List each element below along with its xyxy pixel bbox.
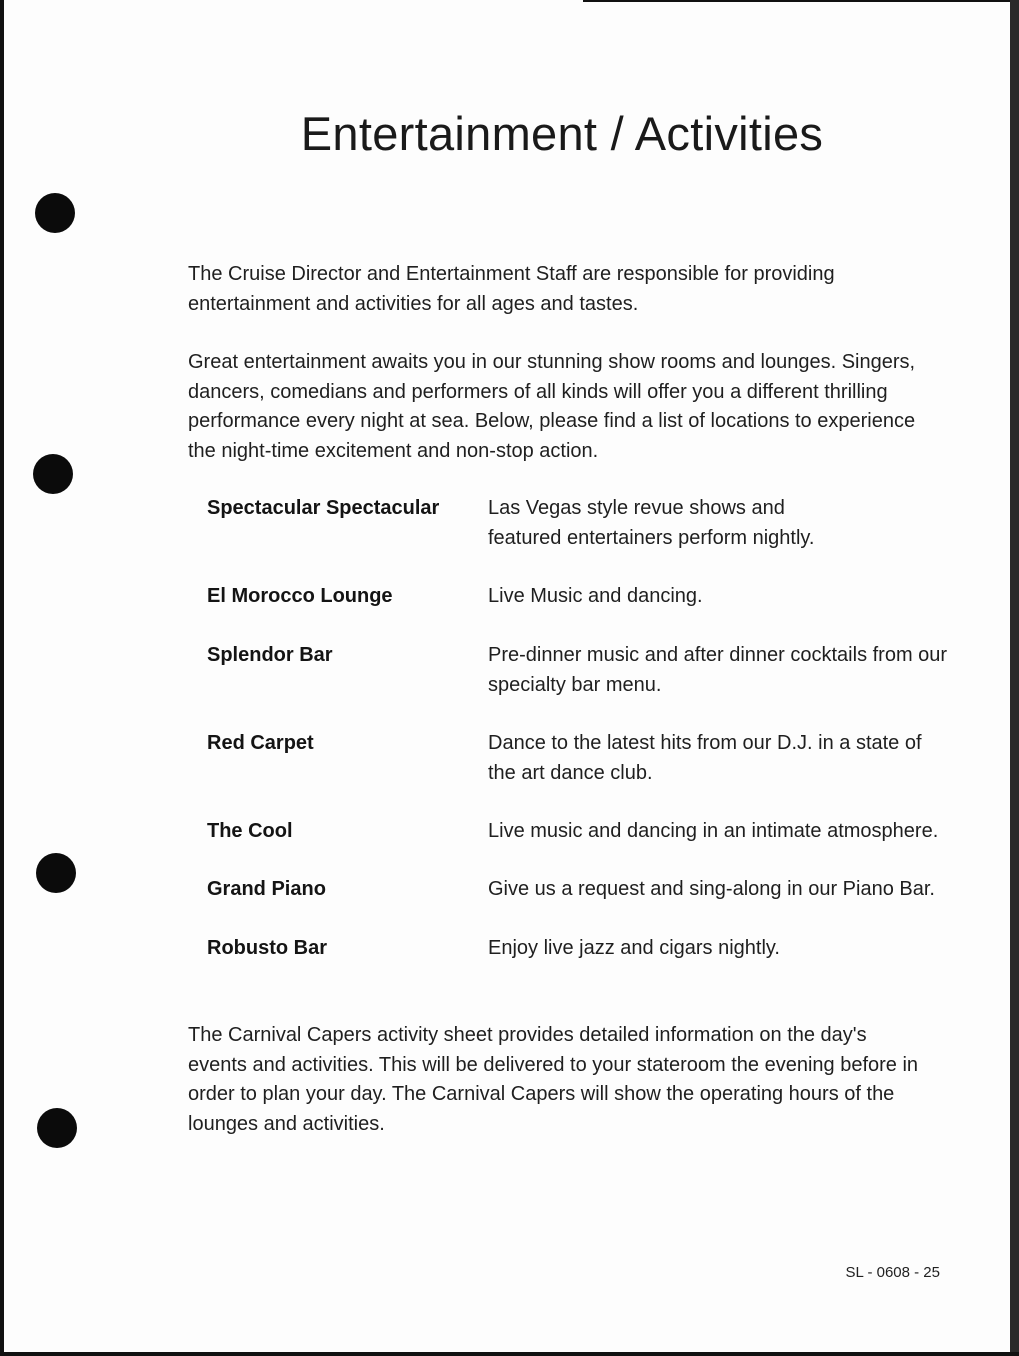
venue-name: The Cool [207, 820, 293, 842]
venue-name: Splendor Bar [207, 644, 333, 666]
scan-edge-top [583, 0, 1019, 2]
page-title: Entertainment / Activities [300, 107, 824, 160]
binder-hole [35, 193, 75, 233]
scan-edge-left [0, 0, 4, 1356]
venue-name: El Morocco Lounge [207, 585, 393, 607]
venue-name: Grand Piano [207, 878, 326, 900]
venue-description: Las Vegas style revue shows and featured entertainers perform nightly. [488, 497, 815, 549]
venue-description: Live Music and dancing. [488, 585, 703, 607]
venue-description: Live music and dancing in an intimate atmosphere. [488, 820, 939, 842]
scan-edge-right [1010, 0, 1019, 1356]
page-footer-code: SL - 0608 - 25 [845, 1264, 940, 1281]
scan-edge-bottom [0, 1352, 1019, 1356]
venue-description: Enjoy live jazz and cigars nightly. [488, 937, 780, 959]
binder-hole [33, 454, 73, 494]
binder-hole [36, 853, 76, 893]
venue-description: Pre-dinner music and after dinner cocktails from our specialty bar menu. [488, 644, 948, 696]
venue-description: Give us a request and sing-along in our Piano Bar. [488, 878, 935, 900]
venue-name: Spectacular Spectacular [207, 497, 440, 519]
intro-paragraph: The Cruise Director and Entertainment Staff are responsible for providing entertainment and activities for all ages and tastes. [188, 263, 835, 315]
capers-paragraph: The Carnival Capers activity sheet provides detailed information on the day's events and activities. This will be delivered to your stateroom the evening before in order to plan your day. The Carnival Capers will show the operating hours of the lounges and activities. [188, 1024, 919, 1135]
binder-hole [37, 1108, 77, 1148]
venue-description: Dance to the latest hits from our D.J. in a state of the art dance club. [488, 732, 922, 784]
venue-name: Robusto Bar [207, 937, 327, 959]
venue-name: Red Carpet [207, 732, 314, 754]
shows-paragraph: Great entertainment awaits you in our stunning show rooms and lounges. Singers, dancers, comedians and performers of all kinds will offer you a different thrilling performance every night at sea. Below, please find a list of locations to experience the night-time excitement and non-stop action. [188, 351, 916, 462]
